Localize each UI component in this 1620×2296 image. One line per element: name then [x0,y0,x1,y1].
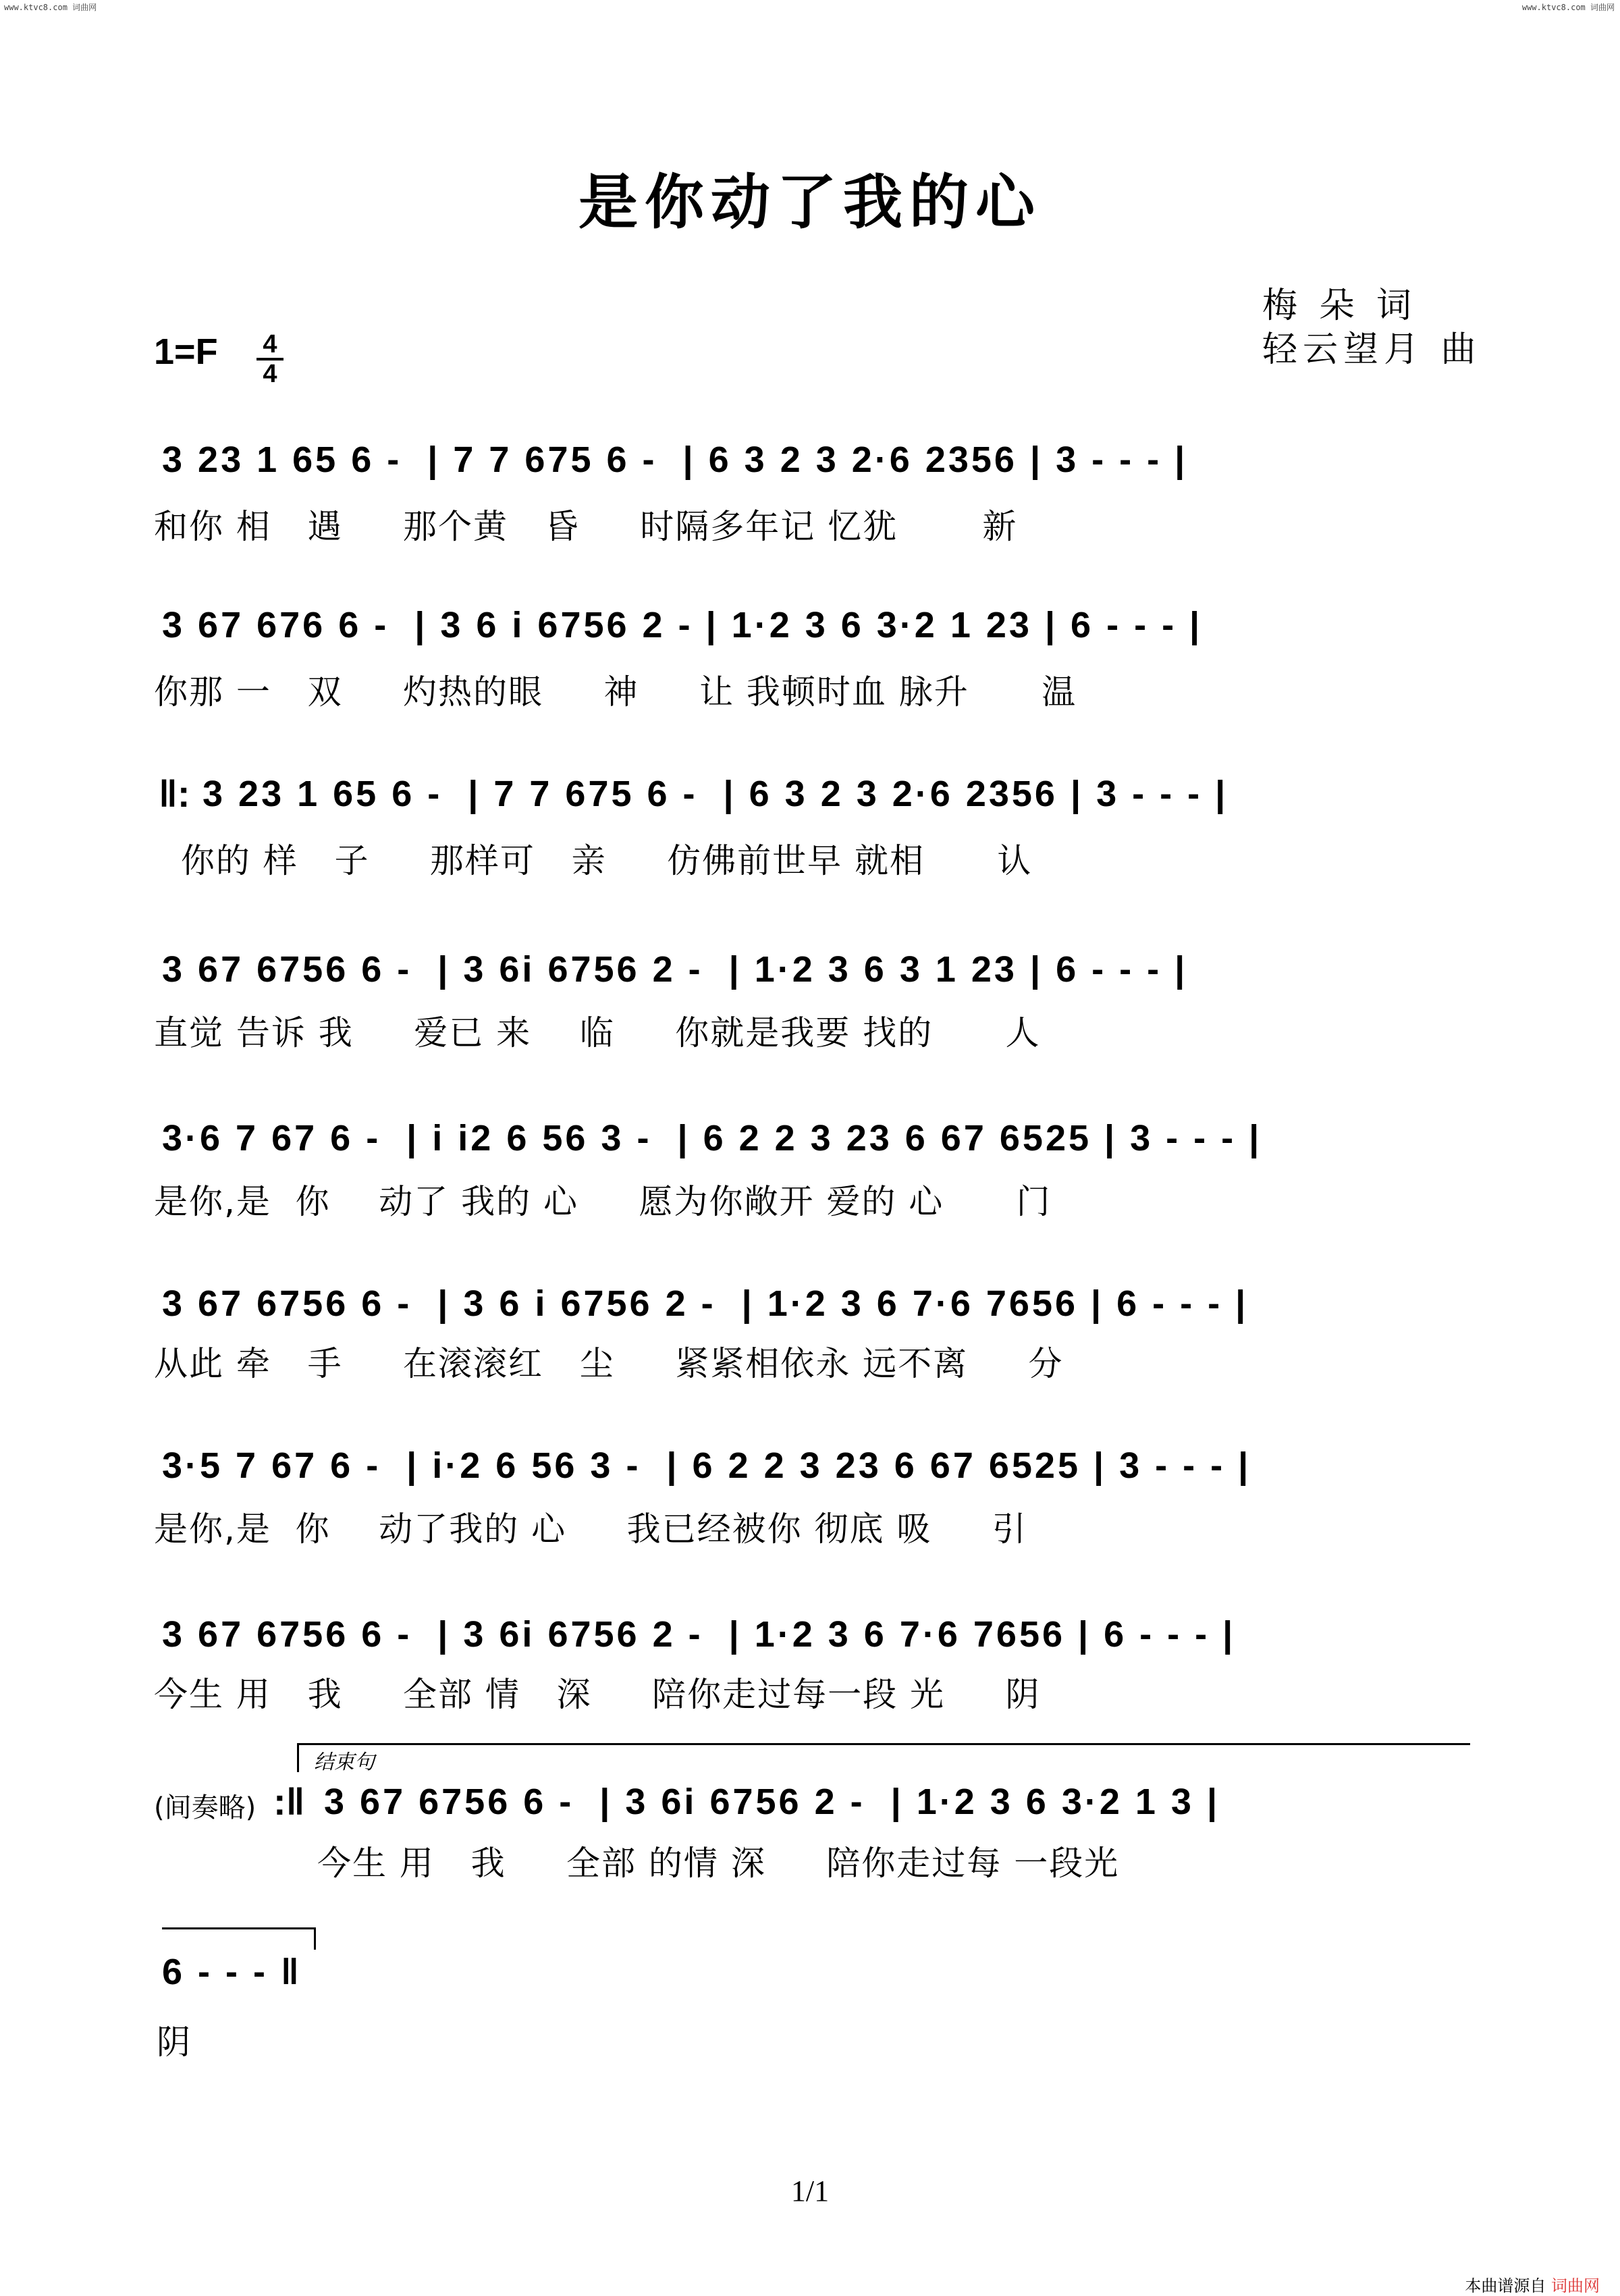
lyrics-line-4: 直觉 告诉 我 爱已 来 临 你就是我要 找的 人 [154,1013,1041,1052]
lyrics-line-7: 是你,是 你 动了我的 心 我已经被你 彻底 吸 引 [154,1510,1027,1549]
notation-line-1: 3 23 1 65 6 - | 7 7 675 6 - | 6 3 2 3 2·6 2356 | 3 - - - | [162,439,1188,480]
lyrics-line-3: 你的 样 子 那样可 亲 仿佛前世早 就相 认 [169,841,1033,880]
ending-bracket [297,1743,1470,1772]
lyrics-line-8: 今生 用 我 全部 情 深 陪你走过每一段 光 阴 [154,1675,1041,1714]
notation-line-7: 3·5 7 67 6 - | i·2 6 56 3 - | 6 2 2 3 23 6 67 6525 | 3 - - - | [162,1445,1251,1486]
footer-prefix: 本曲谱源自 [1465,2276,1546,2295]
lyrics-line-6: 从此 牵 手 在滚滚红 尘 紧紧相依永 远不离 分 [154,1344,1064,1383]
page-number: 1/1 [790,2174,830,2208]
lyrics-line-1: 和你 相 遇 那个黄 昏 时隔多年记 忆犹 新 [154,507,1018,546]
time-signature [256,331,284,388]
repeat-end-sign: :‖ [273,1780,305,1823]
notation-line-2: 3 67 676 6 - | 3 6 i 6756 2 - | 1·2 3 6 3·2 1 23 | 6 - - - | [162,605,1203,645]
lyrics-line-2: 你那 一 双 灼热的眼 神 让 我顿时血 脉升 温 [154,672,1077,712]
time-signature-top: 4 [263,330,277,358]
notation-line-6: 3 67 6756 6 - | 3 6 i 6756 2 - | 1·2 3 6 7·6 7656 | 6 - - - | [162,1283,1249,1324]
lyrics-line-5: 是你,是 你 动了 我的 心 愿为你敞开 爱的 心 门 [154,1182,1052,1221]
notation-line-3: 3 23 1 65 6 - | 7 7 675 6 - | 6 3 2 3 2·6 2356 | 3 - - - | [202,774,1228,814]
repeat-start-sign: ‖: [159,772,190,815]
notation-line-4: 3 67 6756 6 - | 3 6i 6756 2 - | 1·2 3 6 3 1 23 | 6 - - - | [162,949,1188,990]
lyrics-line-9: 今生 用 我 全部 的情 深 陪你走过每 一段光 [317,1844,1120,1883]
interlude-note: (间奏略) [154,1792,256,1823]
time-signature-bottom: 4 [263,360,277,388]
key-signature: 1=F [154,331,218,372]
ending-label: 结束句 [314,1751,375,1774]
watermark-right: www.ktvc8.com 词曲网 [1521,3,1615,12]
watermark-left: www.ktvc8.com 词曲网 [4,3,97,12]
song-title: 是你动了我的心 [578,167,1042,237]
notation-line-9: 3 67 6756 6 - | 3 6i 6756 2 - | 1·2 3 6 3·2 1 3 | [324,1782,1220,1822]
final-ending-bracket [162,1927,316,1950]
lyrics-line-10: 阴 [157,2023,192,2062]
footer-site: 词曲网 [1551,2276,1600,2295]
lyricist-credit: 梅 朵 词 [1262,286,1418,326]
notation-line-8: 3 67 6756 6 - | 3 6i 6756 2 - | 1·2 3 6 7·6 7656 | 6 - - - | [162,1614,1236,1655]
composer-credit: 轻云望月 曲 [1262,329,1482,370]
notation-line-10: 6 - - - ‖ [162,1952,302,1992]
notation-line-5: 3·6 7 67 6 - | i i2 6 56 3 - | 6 2 2 3 23 6 67 6525 | 3 - - - | [162,1118,1262,1158]
